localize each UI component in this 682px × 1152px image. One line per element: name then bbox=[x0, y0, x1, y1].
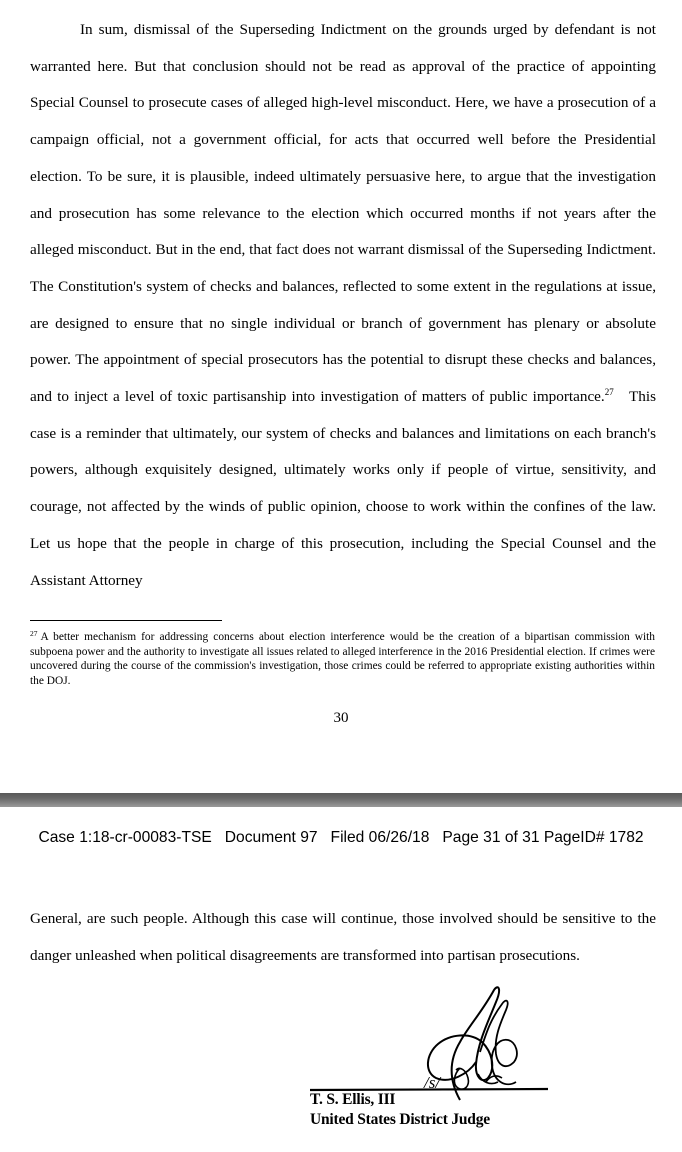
text-line: potential to disrupt these checks and balances, and to inject a level of toxic partisanship into bbox=[30, 351, 656, 406]
footnote-line: crimes could be referred to appropriate existing authorities within the DOJ. bbox=[30, 660, 655, 687]
signature-block bbox=[310, 1090, 490, 1130]
text-line: This case is a reminder that ultimately, our bbox=[30, 388, 656, 442]
case-header bbox=[0, 829, 682, 847]
text-line: the Superseding Indictment. The Constitution's system of checks and balances, reflected to bbox=[30, 241, 656, 295]
case-number: Case 1:18-cr-00083-TSE bbox=[38, 829, 212, 846]
text-line: if not years after the alleged misconduct. But in the end, that fact does not warrant dismissal of bbox=[30, 204, 657, 259]
page-number: 30 bbox=[333, 710, 349, 726]
text-line: the danger unleashed when political disagreements are transformed into partisan prosecutions. bbox=[30, 910, 657, 964]
footnote-divider bbox=[30, 620, 222, 621]
text-line: warranted here. But that conclusion should not be read as approval of the practice of appointing bbox=[30, 57, 656, 75]
body-paragraph bbox=[30, 12, 656, 599]
footnote-number: 27 bbox=[30, 629, 38, 638]
page-info: Page 31 of 31 PageID# 1782 bbox=[442, 829, 644, 846]
footnote-reference[interactable]: 27 bbox=[604, 387, 614, 398]
text-line: that the investigation and prosecution has some relevance to the election which occurred months bbox=[30, 167, 656, 222]
text-line: prosecution of a campaign official, not a government official, for acts that occurred well before bbox=[30, 94, 656, 149]
body-paragraph bbox=[30, 901, 656, 974]
document-number: Document 97 bbox=[224, 829, 318, 846]
text-line: General, are such people. Although this case will continue, those involved should be sensitive to bbox=[30, 910, 633, 927]
signature-stroke bbox=[480, 1001, 517, 1085]
footnote-line: 2016 Presidential election. If crimes were uncovered during the course of the commission's investigation, those bbox=[30, 645, 655, 673]
text-line: designed, ultimately works only if people of virtue, sensitivity, and courage, not affected by the bbox=[30, 461, 656, 516]
signer-name: T. S. Ellis, III bbox=[310, 1091, 396, 1108]
signature-mark: /s/ bbox=[424, 1073, 441, 1092]
footnote bbox=[30, 630, 655, 688]
text-line: Special Counsel to prosecute cases of alleged high-level misconduct. Here, we have a bbox=[30, 94, 554, 112]
footnote-line: commission with subpoena power and the authority to investigate all issues related to alleged interference in the bbox=[30, 631, 655, 658]
text-line: system of checks and balances and limitations on each branch's powers, although exquisitely bbox=[30, 424, 657, 479]
signature-stroke bbox=[454, 1068, 502, 1089]
text-line: of government has plenary or absolute power. The appointment of special prosecutors has the bbox=[30, 314, 656, 369]
text-line: the Presidential election. To be sure, it is plausible, indeed ultimately persuasive here, to argue bbox=[30, 131, 656, 185]
text-line: winds of public opinion, choose to work within the confines of the law. Let us hope that the bbox=[30, 498, 657, 552]
page-divider bbox=[0, 793, 682, 807]
text-line: people in charge of this prosecution, including the Special Counsel and the Assistant Attorney bbox=[30, 534, 657, 589]
text-line: some extent in the regulations at issue, are designed to ensure that no single individual or branch bbox=[30, 277, 657, 332]
page-31 bbox=[0, 807, 682, 1152]
filed-date: Filed 06/26/18 bbox=[330, 829, 430, 846]
footnote-line: A better mechanism for addressing concerns about election interference would be the creation of a bipartisan bbox=[40, 631, 570, 643]
text-line: investigation of matters of public importance. bbox=[320, 388, 605, 406]
text-line: In sum, dismissal of the Superseding Indictment on the grounds urged by defendant is not bbox=[80, 21, 656, 38]
signer-title: United States District Judge bbox=[310, 1111, 490, 1128]
